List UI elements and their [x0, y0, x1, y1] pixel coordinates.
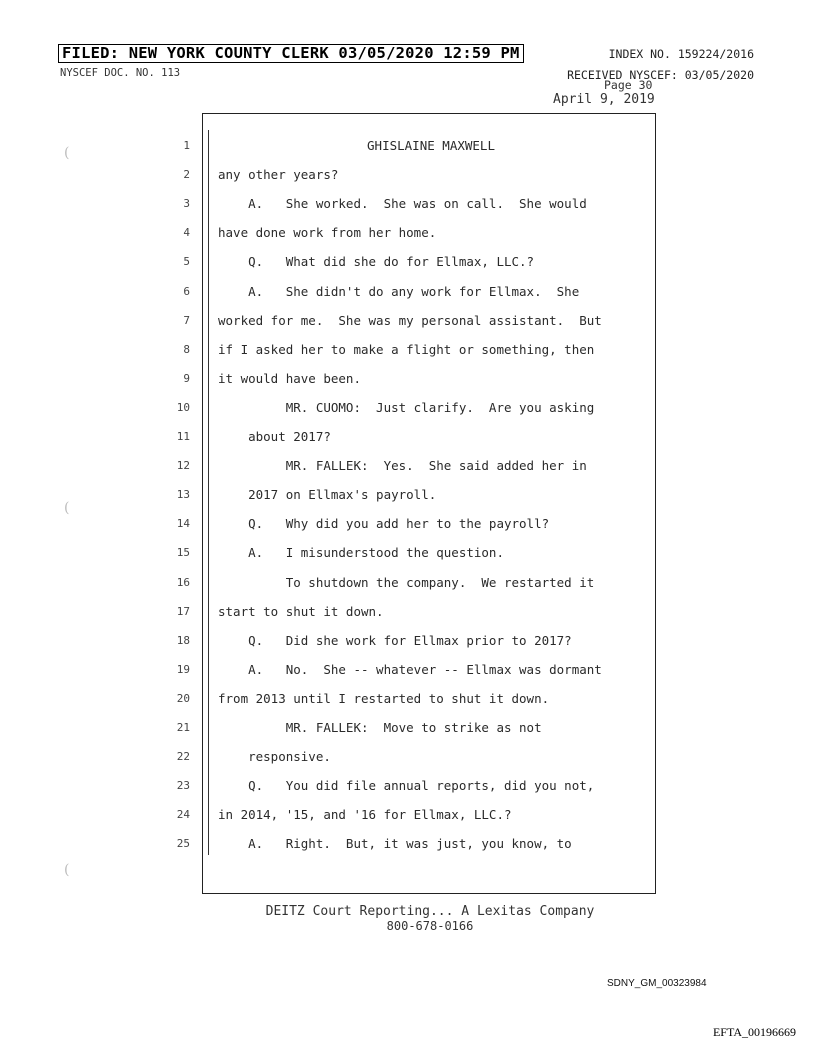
transcript-line: have done work from her home.	[218, 225, 437, 241]
transcript-line: in 2014, '15, and '16 for Ellmax, LLC.?	[218, 807, 512, 823]
transcript-line: A. She worked. She was on call. She would	[218, 196, 587, 212]
transcript-line: any other years?	[218, 167, 339, 183]
transcript-line: MR. FALLEK: Move to strike as not	[218, 720, 542, 735]
transcript-line: A. Right. But, it was just, you know, to	[218, 836, 572, 852]
transcript-line: A. No. She -- whatever -- Ellmax was dormant	[218, 661, 602, 677]
line-number: 19	[176, 662, 190, 676]
line-number: 17	[176, 604, 190, 618]
line-number: 6	[183, 284, 190, 298]
index-number: INDEX NO. 159224/2016	[608, 47, 754, 61]
line-number: 7	[183, 313, 190, 327]
efta-number: EFTA_00196669	[712, 1025, 796, 1039]
transcript-line: 2017 on Ellmax's payroll.	[218, 487, 437, 503]
transcript-line: MR. CUOMO: Just clarify. Are you asking	[218, 399, 595, 415]
line-number: 18	[176, 633, 190, 647]
line-number: 23	[176, 779, 190, 793]
line-number: 2	[183, 168, 190, 182]
line-number: 1	[183, 139, 190, 152]
line-number: 25	[176, 837, 190, 851]
line-number: 14	[176, 517, 190, 531]
transcript-line: it would have been.	[218, 370, 361, 386]
nyscef-doc-number: NYSCEF DOC. NO. 113	[60, 67, 181, 79]
line-number: 15	[176, 546, 190, 560]
transcript-line: Q. Did she work for Ellmax prior to 2017?	[218, 632, 572, 648]
line-number: 24	[176, 808, 190, 822]
transcript-line: about 2017?	[218, 429, 331, 444]
witness-name-header: GHISLAINE MAXWELL	[367, 138, 495, 153]
transcript-line: A. I misunderstood the question.	[218, 545, 504, 561]
line-number: 13	[176, 488, 190, 502]
scan-mark: (	[64, 500, 70, 516]
line-number: 10	[176, 400, 190, 414]
transcript-line: worked for me. She was my personal assistant. But	[218, 312, 602, 328]
transcript-line: Q. What did she do for Ellmax, LLC.?	[218, 254, 535, 270]
transcript-line: A. She didn't do any work for Ellmax. She	[218, 283, 580, 299]
bates-number: SDNY_GM_00323984	[607, 978, 707, 989]
line-number: 4	[183, 226, 190, 240]
line-number: 16	[176, 575, 190, 589]
line-number: 9	[183, 371, 190, 385]
transcript-line: Q. You did file annual reports, did you not,	[218, 778, 595, 794]
line-number-divider	[208, 130, 209, 855]
reporter-phone: 800-678-0166	[386, 919, 474, 933]
page-number: Page 30	[604, 78, 653, 92]
transcript-line: if I asked her to make a flight or something, then	[218, 341, 595, 357]
transcript-line: Q. Why did you add her to the payroll?	[218, 516, 550, 532]
received-date: RECEIVED NYSCEF: 03/05/2020	[567, 68, 754, 82]
line-number: 22	[176, 750, 190, 764]
reporter-company: DEITZ Court Reporting... A Lexitas Company	[265, 904, 595, 919]
transcript-line: from 2013 until I restarted to shut it down.	[218, 690, 550, 706]
line-number: 11	[176, 430, 190, 443]
scan-mark: (	[64, 862, 70, 878]
transcript-line: MR. FALLEK: Yes. She said added her in	[218, 458, 587, 474]
filed-stamp: FILED: NEW YORK COUNTY CLERK 03/05/2020 12:59 PM	[58, 44, 524, 63]
transcript-date: April 9, 2019	[553, 92, 655, 107]
line-number: 21	[176, 721, 190, 734]
line-number: 12	[176, 459, 190, 473]
transcript-line: responsive.	[218, 749, 331, 765]
transcript-line: To shutdown the company. We restarted it	[218, 574, 595, 590]
scan-mark: (	[64, 145, 70, 161]
line-number: 8	[183, 342, 190, 356]
transcript-line: start to shut it down.	[218, 603, 384, 619]
line-number: 5	[183, 255, 190, 269]
line-number: 20	[176, 691, 190, 705]
line-number: 3	[183, 197, 190, 211]
